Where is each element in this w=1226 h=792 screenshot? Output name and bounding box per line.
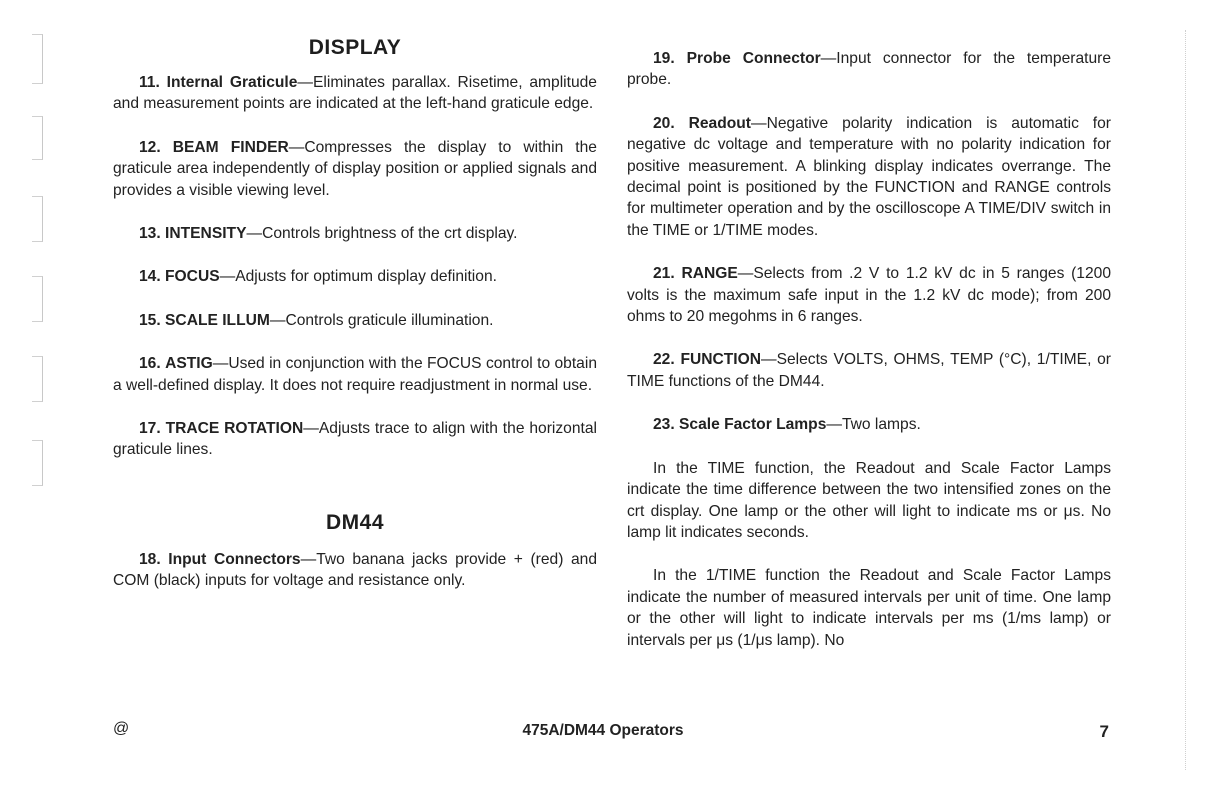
item-number: 18. bbox=[139, 550, 161, 568]
item-description: —Eliminates parallax. Risetime, amplitude and measurement points are indicated at the left-hand graticule edge. bbox=[113, 74, 597, 113]
time-function-paragraph: In the TIME function, the Readout and Scale Factor Lamps indicate the time difference between the two intensified zones on the crt display. One lamp or the other will light to indicate ms or μs. No lamp lit indicates seconds. bbox=[627, 459, 1111, 541]
item-description: —Two lamps. bbox=[826, 416, 921, 434]
item-17 bbox=[113, 418, 597, 461]
item-18 bbox=[113, 549, 597, 592]
footer-symbol: @ bbox=[113, 720, 130, 737]
item-21 bbox=[627, 263, 1111, 327]
binding-mark bbox=[32, 116, 43, 160]
item-number: 19. bbox=[653, 50, 675, 67]
item-term: INTENSITY bbox=[165, 225, 247, 243]
item-description: —Input connector for the temperature probe. bbox=[627, 50, 1111, 89]
item-term: ASTIG bbox=[165, 355, 213, 373]
item-number: 22. bbox=[653, 351, 675, 369]
item-description: —Two banana jacks provide + (red) and COM (black) inputs for voltage and resistance only. bbox=[113, 550, 597, 590]
item-23 bbox=[627, 414, 1111, 435]
item-number: 20. bbox=[653, 114, 675, 132]
item-term: FOCUS bbox=[165, 268, 220, 286]
item-number: 15. bbox=[139, 311, 161, 329]
item-13 bbox=[113, 223, 597, 244]
item-20 bbox=[627, 113, 1111, 241]
item-term: Input Connectors bbox=[168, 550, 301, 568]
item-term: FUNCTION bbox=[680, 351, 761, 369]
page-footer bbox=[0, 720, 1226, 742]
page-number: 7 bbox=[1099, 722, 1109, 741]
item-term: BEAM FINDER bbox=[172, 138, 289, 156]
dm44-heading: DM44 bbox=[325, 510, 385, 534]
item-term: Probe Connector bbox=[686, 50, 821, 67]
item-description: —Controls graticule illumination. bbox=[269, 311, 494, 329]
right-column bbox=[627, 48, 1111, 673]
item-number: 14. bbox=[139, 268, 161, 286]
binding-mark bbox=[32, 276, 43, 322]
item-12 bbox=[113, 137, 597, 201]
item-description: —Selects VOLTS, OHMS, TEMP (°C), 1/TIME, or TIME functions of the DM44. bbox=[627, 351, 1111, 390]
item-number: 17. bbox=[139, 420, 161, 438]
left-column bbox=[113, 36, 597, 614]
item-description: —Adjusts trace to align with the horizontal graticule lines. bbox=[113, 420, 597, 459]
item-description: —Controls brightness of the crt display. bbox=[246, 225, 518, 243]
binding-mark bbox=[32, 356, 43, 402]
item-number: 12. bbox=[139, 138, 161, 156]
item-number: 23. bbox=[653, 416, 675, 434]
item-term: RANGE bbox=[681, 265, 738, 283]
item-number: 21. bbox=[653, 265, 675, 283]
item-term: Readout bbox=[688, 114, 751, 132]
item-11 bbox=[113, 72, 597, 115]
item-description: —Negative polarity indication is automatic for negative dc voltage and temperature with no polarity indication for positive measurement. A blinking display indicates overrange. The decimal point is positioned by the FUNCTION and RANGE controls for multimeter operation and by the oscilloscope A TIME/DIV switch in the TIME or 1/TIME modes. bbox=[627, 114, 1111, 239]
item-14 bbox=[113, 266, 597, 287]
item-number: 13. bbox=[139, 225, 161, 243]
binding-mark bbox=[32, 34, 43, 84]
display-heading: DISPLAY bbox=[308, 36, 402, 59]
item-16 bbox=[113, 353, 597, 396]
item-description: —Compresses the display to within the graticule area independently of display position or applied signals and provides a visible viewing level. bbox=[113, 138, 597, 199]
page-edge-line bbox=[1185, 30, 1186, 770]
reciprocal-time-function-paragraph: In the 1/TIME function the Readout and Scale Factor Lamps indicate the number of measured intervals per unit of time. One lamp or the other will light to indicate intervals per ms (1/ms lamp) or intervals per μs (1/μs lamp). No bbox=[627, 567, 1111, 649]
item-term: SCALE ILLUM bbox=[165, 311, 270, 329]
item-description: —Used in conjunction with the FOCUS control to obtain a well-defined display. It does not require readjustment in normal use. bbox=[113, 355, 597, 394]
item-description: —Selects from .2 V to 1.2 kV dc in 5 ranges (1200 volts is the maximum safe input in the 1.2 kV dc mode); from 200 ohms to 20 megohms in 6 ranges. bbox=[627, 265, 1111, 326]
binding-mark bbox=[32, 196, 43, 242]
item-15 bbox=[113, 310, 597, 331]
item-term: TRACE ROTATION bbox=[165, 420, 304, 438]
item-term: Scale Factor Lamps bbox=[679, 416, 827, 434]
item-number: 16. bbox=[139, 355, 161, 373]
item-description: —Adjusts for optimum display definition. bbox=[219, 268, 497, 286]
footer-title: 475A/DM44 Operators bbox=[522, 722, 684, 739]
item-19 bbox=[627, 48, 1111, 91]
item-number: 11. bbox=[139, 74, 160, 91]
item-22 bbox=[627, 349, 1111, 392]
item-term: Internal Graticule bbox=[166, 74, 298, 91]
binding-mark bbox=[32, 440, 43, 486]
